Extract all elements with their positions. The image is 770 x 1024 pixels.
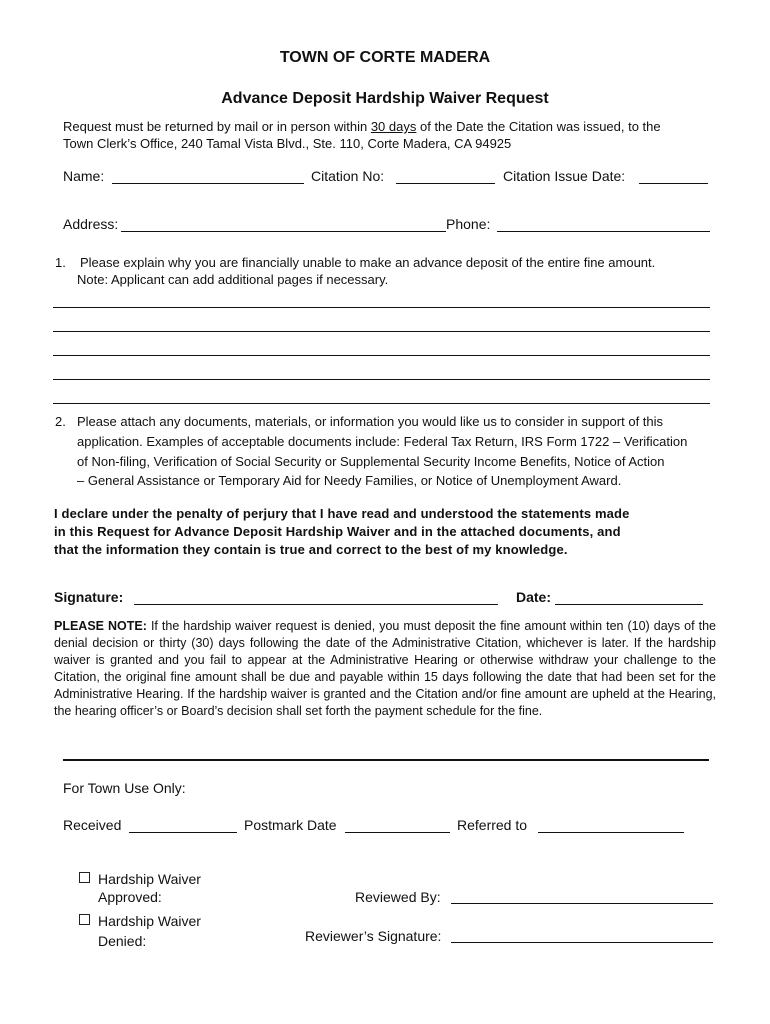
intro-line-2: Town Clerk’s Office, 240 Tamal Vista Blvd., Ste. 110, Corte Madera, CA 94925 xyxy=(63,136,512,151)
deadline-days: 30 days xyxy=(370,119,417,134)
answer-line[interactable] xyxy=(53,379,710,380)
answer-line[interactable] xyxy=(53,403,710,404)
denied-label: Denied: xyxy=(98,933,147,949)
please-note xyxy=(54,618,716,720)
please-note-text: If the hardship waiver request is denied, you must deposit the fine amount within ten (10) days of the denial decision or thirty (30) days following the date of the Administrative Citation, whichever is later. If the hardship waiver is granted and you fail to appear at the Administrative Hearing or otherwise withdraw your challenge to the Citation, the original fine amount shall be due and payable within 15 days following the date that had been set for the Administrative Hearing. If the hardship waiver is granted and the Citation and/or fine amount are upheld at the Hearing, the hearing officer’s or Board’s decision shall set forth the payment schedule for the fine. xyxy=(54,619,716,718)
citation-no-field[interactable] xyxy=(396,183,495,184)
citation-date-field[interactable] xyxy=(639,183,708,184)
address-label: Address: xyxy=(63,216,119,232)
citation-date-label: Citation Issue Date: xyxy=(503,168,626,184)
approved-label: Approved: xyxy=(98,889,162,905)
reviewed-by-label: Reviewed By: xyxy=(355,889,441,905)
name-field[interactable] xyxy=(112,183,304,184)
q2-line-1: Please attach any documents, materials, or information you would like us to consider in support of this xyxy=(77,414,664,429)
q1-text: Please explain why you are financially unable to make an advance deposit of the entire fine amount. xyxy=(80,255,656,270)
declaration-line-3: that the information they contain is true and correct to the best of my knowledge. xyxy=(54,542,568,557)
q2-line-3: of Non-filing, Verification of Social Security or Supplemental Security Income Benefits, Notice of Action xyxy=(77,454,665,469)
referred-label: Referred to xyxy=(457,817,528,833)
declaration-line-1: I declare under the penalty of perjury that I have read and understood the statements made xyxy=(54,506,630,521)
form-title: Advance Deposit Hardship Waiver Request xyxy=(221,90,549,107)
q2-line-4: – General Assistance or Temporary Aid for Needy Families, or Notice of Unemployment Award. xyxy=(77,473,622,488)
checkbox-approved[interactable] xyxy=(79,872,90,883)
signature-field[interactable] xyxy=(134,604,498,605)
q2-number: 2. xyxy=(55,414,66,429)
name-label: Name: xyxy=(63,168,105,184)
reviewer-signature-label: Reviewer’s Signature: xyxy=(305,928,442,944)
denied-option[interactable]: Hardship Waiver xyxy=(79,913,201,929)
intro-line-1: Request must be returned by mail or in person within 30 days of the Date the Citation was issued, to the xyxy=(63,119,661,134)
answer-line[interactable] xyxy=(53,355,710,356)
address-field[interactable] xyxy=(121,231,446,232)
received-field[interactable] xyxy=(129,832,237,833)
section-divider xyxy=(63,759,709,761)
postmark-label: Postmark Date xyxy=(244,817,337,833)
date-field[interactable] xyxy=(555,604,703,605)
phone-field[interactable] xyxy=(497,231,710,232)
reviewed-by-field[interactable] xyxy=(451,903,713,904)
postmark-field[interactable] xyxy=(345,832,450,833)
phone-label: Phone: xyxy=(446,216,491,232)
please-note-label: PLEASE NOTE: xyxy=(54,619,147,633)
declaration-line-2: in this Request for Advance Deposit Hardship Waiver and in the attached documents, and xyxy=(54,524,621,539)
checkbox-denied[interactable] xyxy=(79,914,90,925)
q1-number: 1. xyxy=(55,255,66,270)
answer-line[interactable] xyxy=(53,307,710,308)
town-use-heading: For Town Use Only: xyxy=(63,780,186,796)
signature-label: Signature: xyxy=(54,589,124,605)
approved-option[interactable]: Hardship Waiver xyxy=(79,871,201,887)
received-label: Received xyxy=(63,817,122,833)
citation-no-label: Citation No: xyxy=(311,168,385,184)
q1-note: Note: Applicant can add additional pages if necessary. xyxy=(77,272,389,287)
town-title: TOWN OF CORTE MADERA xyxy=(279,49,491,66)
reviewer-signature-field[interactable] xyxy=(451,942,713,943)
referred-field[interactable] xyxy=(538,832,684,833)
date-label: Date: xyxy=(516,589,552,605)
q2-line-2: application. Examples of acceptable documents include: Federal Tax Return, IRS Form 1722 – Verification xyxy=(77,434,688,449)
answer-line[interactable] xyxy=(53,331,710,332)
